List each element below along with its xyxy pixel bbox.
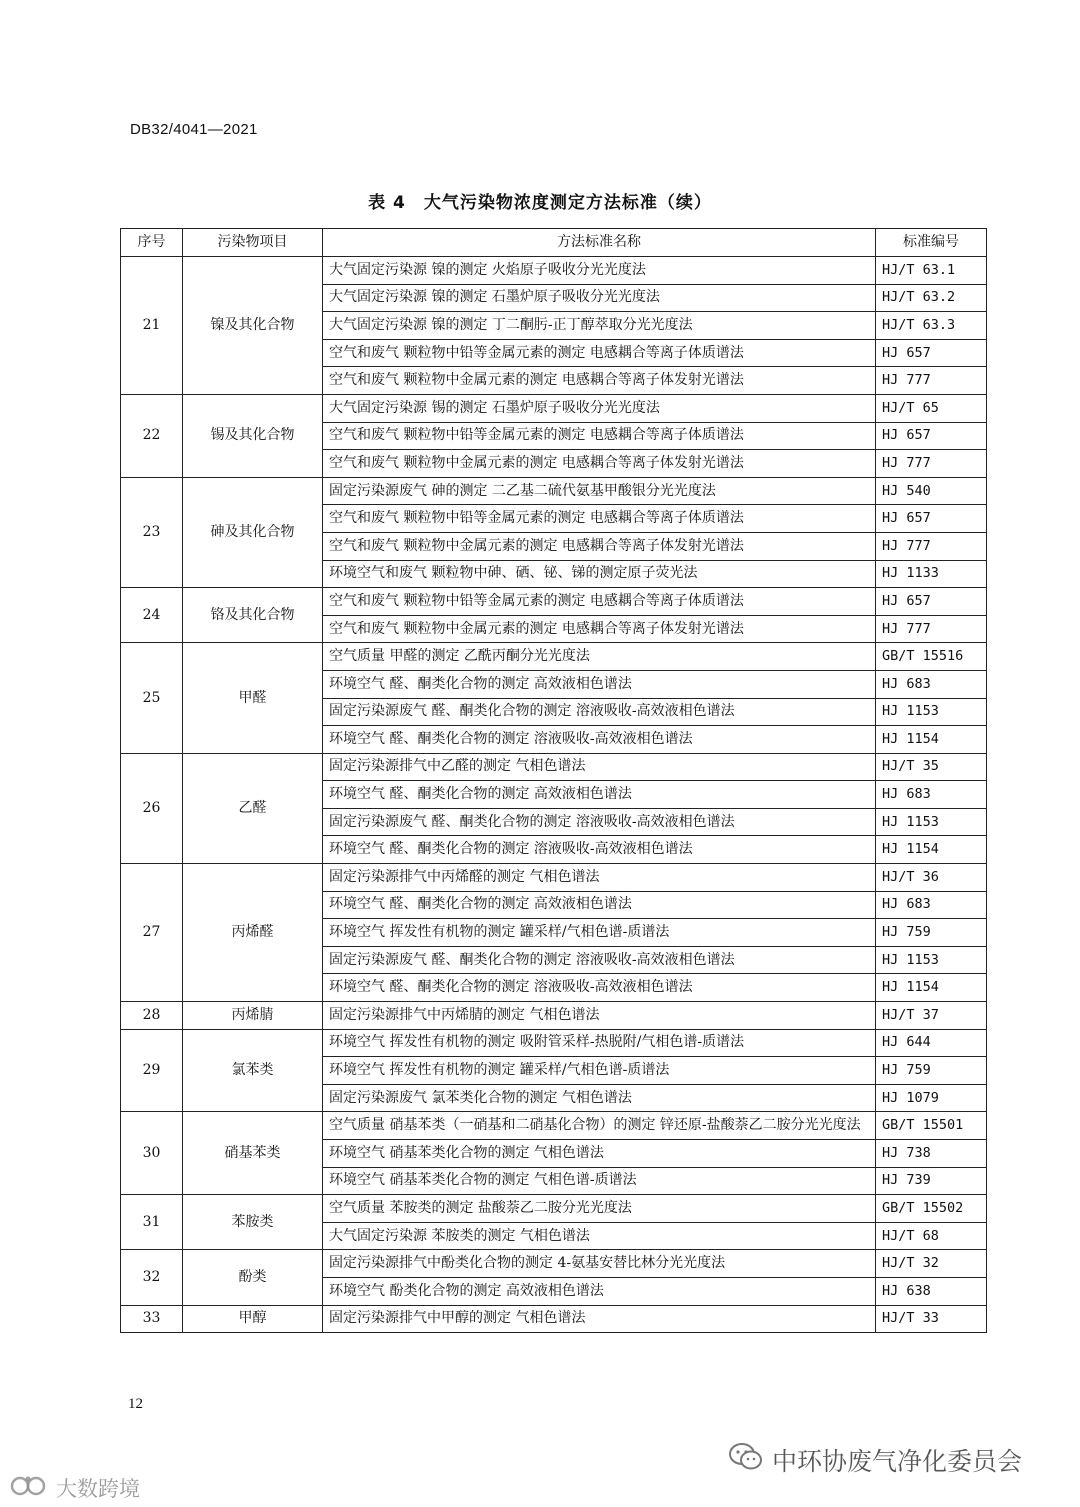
table-row bbox=[121, 1029, 987, 1057]
standard-code-cell: HJ 1153 bbox=[876, 808, 987, 836]
method-name-cell: 环境空气和废气 颗粒物中砷、硒、铋、锑的测定原子荧光法 bbox=[323, 560, 876, 588]
method-name-cell: 大气固定污染源 锡的测定 石墨炉原子吸收分光光度法 bbox=[323, 394, 876, 422]
method-name-cell: 环境空气 酚类化合物的测定 高效液相色谱法 bbox=[323, 1277, 876, 1305]
standard-code-cell: HJ 657 bbox=[876, 422, 987, 450]
method-name-cell: 固定污染源排气中乙醛的测定 气相色谱法 bbox=[323, 753, 876, 781]
method-name-cell: 环境空气 醛、酮类化合物的测定 高效液相色谱法 bbox=[323, 781, 876, 809]
standard-code-cell: HJ 657 bbox=[876, 339, 987, 367]
pollutant-item-cell: 硝基苯类 bbox=[183, 1112, 323, 1195]
table-row bbox=[121, 257, 987, 285]
standards-table bbox=[120, 228, 987, 1333]
standard-code-cell: GB/T 15501 bbox=[876, 1112, 987, 1140]
standard-code-cell: HJ 777 bbox=[876, 615, 987, 643]
table-row bbox=[121, 394, 987, 422]
watermark-text-left: 大数跨境 bbox=[56, 1477, 140, 1501]
standard-code-cell: HJ 540 bbox=[876, 477, 987, 505]
pollutant-item-cell: 锡及其化合物 bbox=[183, 394, 323, 477]
standard-code-cell: HJ 777 bbox=[876, 450, 987, 478]
method-name-cell: 环境空气 醛、酮类化合物的测定 溶液吸收-高效液相色谱法 bbox=[323, 974, 876, 1002]
standard-code-cell: HJ 1079 bbox=[876, 1084, 987, 1112]
method-name-cell: 环境空气 醛、酮类化合物的测定 溶液吸收-高效液相色谱法 bbox=[323, 726, 876, 754]
standard-code-cell: HJ 759 bbox=[876, 919, 987, 947]
site-watermark bbox=[10, 1474, 140, 1502]
standard-code-cell: HJ 1154 bbox=[876, 974, 987, 1002]
method-name-cell: 环境空气 硝基苯类化合物的测定 气相色谱-质谱法 bbox=[323, 1167, 876, 1195]
wechat-icon bbox=[728, 1442, 764, 1478]
pollutant-item-cell: 丙烯腈 bbox=[183, 1002, 323, 1030]
pollutant-item-cell: 甲醛 bbox=[183, 643, 323, 753]
standard-code-cell: HJ 683 bbox=[876, 891, 987, 919]
method-name-cell: 环境空气 挥发性有机物的测定 罐采样/气相色谱-质谱法 bbox=[323, 1057, 876, 1085]
serial-number-cell: 24 bbox=[121, 588, 183, 643]
method-name-cell: 环境空气 醛、酮类化合物的测定 溶液吸收-高效液相色谱法 bbox=[323, 836, 876, 864]
method-name-cell: 环境空气 硝基苯类化合物的测定 气相色谱法 bbox=[323, 1140, 876, 1168]
table-row bbox=[121, 643, 987, 671]
table-header-row bbox=[121, 229, 987, 257]
standard-code-cell: HJ 657 bbox=[876, 505, 987, 533]
standard-code-cell: HJ 683 bbox=[876, 670, 987, 698]
method-name-cell: 空气和废气 颗粒物中金属元素的测定 电感耦合等离子体发射光谱法 bbox=[323, 532, 876, 560]
serial-number-cell: 31 bbox=[121, 1195, 183, 1250]
method-name-cell: 固定污染源废气 醛、酮类化合物的测定 溶液吸收-高效液相色谱法 bbox=[323, 698, 876, 726]
standard-code-cell: HJ 1153 bbox=[876, 946, 987, 974]
serial-number-cell: 21 bbox=[121, 257, 183, 395]
pollutant-item-cell: 氯苯类 bbox=[183, 1029, 323, 1112]
method-name-cell: 大气固定污染源 镍的测定 丁二酮肟-正丁醇萃取分光光度法 bbox=[323, 312, 876, 340]
pollutant-item-cell: 酚类 bbox=[183, 1250, 323, 1305]
standard-code-cell: HJ 1154 bbox=[876, 836, 987, 864]
table-row bbox=[121, 753, 987, 781]
standard-code-cell: HJ/T 35 bbox=[876, 753, 987, 781]
method-name-cell: 固定污染源废气 醛、酮类化合物的测定 溶液吸收-高效液相色谱法 bbox=[323, 808, 876, 836]
method-name-cell: 空气和废气 颗粒物中铅等金属元素的测定 电感耦合等离子体质谱法 bbox=[323, 588, 876, 616]
standard-code-cell: HJ/T 68 bbox=[876, 1222, 987, 1250]
standard-code-cell: HJ 777 bbox=[876, 367, 987, 395]
column-header-code: 标准编号 bbox=[876, 229, 987, 257]
standard-code-cell: HJ 638 bbox=[876, 1277, 987, 1305]
method-name-cell: 固定污染源废气 氯苯类化合物的测定 气相色谱法 bbox=[323, 1084, 876, 1112]
method-name-cell: 固定污染源废气 醛、酮类化合物的测定 溶液吸收-高效液相色谱法 bbox=[323, 946, 876, 974]
pollutant-item-cell: 甲醇 bbox=[183, 1305, 323, 1333]
wechat-watermark bbox=[728, 1440, 1022, 1480]
table-body bbox=[121, 257, 987, 1333]
serial-number-cell: 23 bbox=[121, 477, 183, 587]
method-name-cell: 环境空气 挥发性有机物的测定 吸附管采样-热脱附/气相色谱-质谱法 bbox=[323, 1029, 876, 1057]
pollutant-item-cell: 砷及其化合物 bbox=[183, 477, 323, 587]
pollutant-item-cell: 镍及其化合物 bbox=[183, 257, 323, 395]
watermark-logo-icon bbox=[10, 1473, 50, 1504]
standard-code-cell: HJ/T 33 bbox=[876, 1305, 987, 1333]
standard-code-cell: HJ 1153 bbox=[876, 698, 987, 726]
standard-code-cell: HJ/T 37 bbox=[876, 1002, 987, 1030]
method-name-cell: 空气和废气 颗粒物中金属元素的测定 电感耦合等离子体发射光谱法 bbox=[323, 367, 876, 395]
method-name-cell: 空气和废气 颗粒物中金属元素的测定 电感耦合等离子体发射光谱法 bbox=[323, 615, 876, 643]
serial-number-cell: 32 bbox=[121, 1250, 183, 1305]
table-row bbox=[121, 864, 987, 892]
table-title: 表 4 大气污染物浓度测定方法标准（续） bbox=[368, 193, 712, 213]
method-name-cell: 环境空气 醛、酮类化合物的测定 高效液相色谱法 bbox=[323, 891, 876, 919]
standard-code-cell: HJ/T 36 bbox=[876, 864, 987, 892]
table-row bbox=[121, 1305, 987, 1333]
standard-code-cell: HJ 1133 bbox=[876, 560, 987, 588]
method-name-cell: 环境空气 醛、酮类化合物的测定 高效液相色谱法 bbox=[323, 670, 876, 698]
method-name-cell: 固定污染源排气中酚类化合物的测定 4-氨基安替比林分光光度法 bbox=[323, 1250, 876, 1278]
method-name-cell: 空气和废气 颗粒物中金属元素的测定 电感耦合等离子体发射光谱法 bbox=[323, 450, 876, 478]
table-row bbox=[121, 1250, 987, 1278]
serial-number-cell: 29 bbox=[121, 1029, 183, 1112]
method-name-cell: 固定污染源排气中甲醇的测定 气相色谱法 bbox=[323, 1305, 876, 1333]
pollutant-item-cell: 乙醛 bbox=[183, 753, 323, 863]
standard-code-cell: HJ 777 bbox=[876, 532, 987, 560]
standard-code-cell: HJ/T 65 bbox=[876, 394, 987, 422]
standard-code-cell: HJ 738 bbox=[876, 1140, 987, 1168]
method-name-cell: 空气质量 甲醛的测定 乙酰丙酮分光光度法 bbox=[323, 643, 876, 671]
method-name-cell: 固定污染源废气 砷的测定 二乙基二硫代氨基甲酸银分光光度法 bbox=[323, 477, 876, 505]
standard-code-cell: HJ 644 bbox=[876, 1029, 987, 1057]
serial-number-cell: 27 bbox=[121, 864, 183, 1002]
method-name-cell: 环境空气 挥发性有机物的测定 罐采样/气相色谱-质谱法 bbox=[323, 919, 876, 947]
column-header-method: 方法标准名称 bbox=[323, 229, 876, 257]
standard-code-cell: HJ/T 63.3 bbox=[876, 312, 987, 340]
column-header-no: 序号 bbox=[121, 229, 183, 257]
method-name-cell: 大气固定污染源 镍的测定 火焰原子吸收分光光度法 bbox=[323, 257, 876, 285]
table-row bbox=[121, 477, 987, 505]
serial-number-cell: 22 bbox=[121, 394, 183, 477]
method-name-cell: 固定污染源排气中丙烯醛的测定 气相色谱法 bbox=[323, 864, 876, 892]
serial-number-cell: 30 bbox=[121, 1112, 183, 1195]
method-name-cell: 空气和废气 颗粒物中铅等金属元素的测定 电感耦合等离子体质谱法 bbox=[323, 422, 876, 450]
standard-code-cell: HJ 1154 bbox=[876, 726, 987, 754]
pollutant-item-cell: 丙烯醛 bbox=[183, 864, 323, 1002]
serial-number-cell: 33 bbox=[121, 1305, 183, 1333]
method-name-cell: 大气固定污染源 苯胺类的测定 气相色谱法 bbox=[323, 1222, 876, 1250]
standard-code-cell: HJ 657 bbox=[876, 588, 987, 616]
serial-number-cell: 28 bbox=[121, 1002, 183, 1030]
standard-code-cell: HJ/T 63.1 bbox=[876, 257, 987, 285]
pollutant-item-cell: 铬及其化合物 bbox=[183, 588, 323, 643]
standard-code-cell: GB/T 15516 bbox=[876, 643, 987, 671]
table-row bbox=[121, 1195, 987, 1223]
table-row bbox=[121, 1002, 987, 1030]
column-header-item: 污染物项目 bbox=[183, 229, 323, 257]
watermark-text-right: 中环协废气净化委员会 bbox=[772, 1447, 1023, 1476]
standard-code-cell: HJ 759 bbox=[876, 1057, 987, 1085]
standard-code-cell: HJ 739 bbox=[876, 1167, 987, 1195]
pollutant-item-cell: 苯胺类 bbox=[183, 1195, 323, 1250]
standard-code-cell: HJ/T 63.2 bbox=[876, 284, 987, 312]
document-code: DB32/4041—2021 bbox=[130, 121, 258, 138]
table-row bbox=[121, 588, 987, 616]
table-row bbox=[121, 1112, 987, 1140]
method-name-cell: 固定污染源排气中丙烯腈的测定 气相色谱法 bbox=[323, 1002, 876, 1030]
serial-number-cell: 25 bbox=[121, 643, 183, 753]
standard-code-cell: GB/T 15502 bbox=[876, 1195, 987, 1223]
serial-number-cell: 26 bbox=[121, 753, 183, 863]
method-name-cell: 大气固定污染源 镍的测定 石墨炉原子吸收分光光度法 bbox=[323, 284, 876, 312]
standard-code-cell: HJ/T 32 bbox=[876, 1250, 987, 1278]
method-name-cell: 空气和废气 颗粒物中铅等金属元素的测定 电感耦合等离子体质谱法 bbox=[323, 505, 876, 533]
method-name-cell: 空气和废气 颗粒物中铅等金属元素的测定 电感耦合等离子体质谱法 bbox=[323, 339, 876, 367]
page-number: 12 bbox=[128, 1396, 143, 1412]
standard-code-cell: HJ 683 bbox=[876, 781, 987, 809]
method-name-cell: 空气质量 苯胺类的测定 盐酸萘乙二胺分光光度法 bbox=[323, 1195, 876, 1223]
method-name-cell: 空气质量 硝基苯类（一硝基和二硝基化合物）的测定 锌还原-盐酸萘乙二胺分光光度法 bbox=[323, 1112, 876, 1140]
